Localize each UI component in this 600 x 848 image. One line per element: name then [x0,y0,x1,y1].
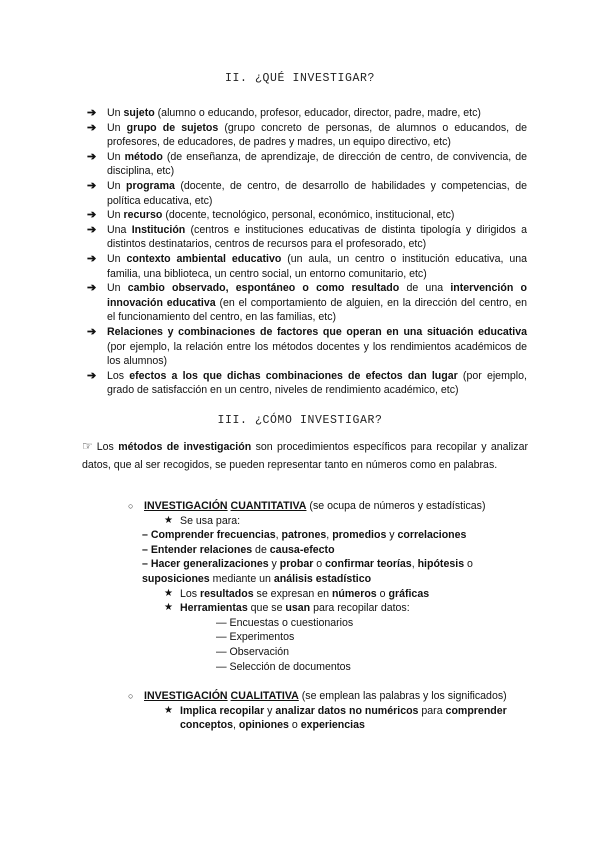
methods-intro-paragraph: ☞ Los métodos de investigación son procedimientos específicos para recopilar y analizar datos, que al ser recogidos, se pueden representar tanto en números como en palabras. [82,439,528,471]
arrow-icon: ➔ [87,252,97,265]
arrow-icon: ➔ [87,282,97,295]
star-icon: ★ [164,587,173,599]
star-icon: ★ [164,514,173,526]
arrow-icon: ➔ [87,107,97,119]
arrow-icon: ➔ [87,325,97,338]
list-item: ➔ Un programa (docente, de centro, de desarrollo de habilidades y competencias, de política educativa, etc) [87,179,527,207]
qualitative-description: ★ Implica recopilar y analizar datos no numéricos para comprender conceptos, opiniones o experiencias [164,704,507,732]
arrow-icon: ➔ [87,179,97,192]
results-line: ★ Los resultados se expresan en números o gráficas [164,587,430,600]
research-objects-list [87,106,527,398]
uses-heading: ★ Se usa para: [164,514,241,527]
quantitative-title: ○ INVESTIGACIÓN CUANTITATIVA (se ocupa de números y estadísticas) [128,500,486,512]
arrow-icon: ➔ [87,223,97,236]
tool-item: — Experimentos [216,631,295,644]
list-item: ➔ Un recurso (docente, tecnológico, personal, económico, institucional, etc) [87,209,455,222]
star-icon: ★ [164,602,173,614]
circle-bullet-icon: ○ [128,691,134,701]
quantitative-section [128,499,548,674]
heading-como-investigar: III. ¿CÓMO INVESTIGAR? [217,414,383,427]
circle-bullet-icon: ○ [128,501,134,511]
arrow-icon: ➔ [87,369,97,382]
list-item: ➔ Relaciones y combinaciones de factores que operan en una situación educativa (por ejemplo, la relación entre los métodos docentes y los rendimientos académicos de los alumnos) [87,325,527,368]
tool-item: — Observación [216,645,290,658]
qualitative-section [128,689,548,733]
tool-item: — Encuestas o cuestionarios [216,616,354,629]
star-icon: ★ [164,704,173,716]
list-item: ➔ Una Institución (centros e instituciones educativas de distinta tipología y dirigidos a distintos destinatarios, centros de recursos para el profesorado, etc) [87,223,527,251]
use-frequencies: – Comprender frecuencias, patrones, promedios y correlaciones [142,529,467,542]
list-item: ➔ Un sujeto (alumno o educando, profesor, educador, director, padre, madre, etc) [87,107,481,119]
arrow-icon: ➔ [87,209,97,222]
arrow-icon: ➔ [87,121,97,134]
pointing-hand-icon: ☞ [82,439,93,453]
list-item: ➔ Un cambio observado, espontáneo o como resultado de una intervención o innovación educativa (en el comportamiento de alguien, en la dirección del centro, en el funcionamiento del centro, en las familias, etc) [87,282,528,324]
list-item: ➔ Los efectos a los que dichas combinaciones de efectos dan lugar (por ejemplo, grado de satisfacción en un centro, niveles de rendimiento académico, etc) [87,369,527,397]
qualitative-title: ○ INVESTIGACIÓN CUALITATIVA (se emplean las palabras y los significados) [128,690,507,702]
arrow-icon: ➔ [87,150,97,163]
tool-item: — Selección de documentos [216,660,351,673]
heading-que-investigar: II. ¿QUÉ INVESTIGAR? [224,72,376,85]
list-item: ➔ Un método (de enseñanza, de aprendizaje, de dirección de centro, de convivencia, de disciplina, etc) [87,150,527,178]
tools-heading: ★ Herramientas que se usan para recopilar datos: [164,602,410,615]
use-causal: – Entender relaciones de causa-efecto [142,543,335,556]
list-item: ➔ Un grupo de sujetos (grupo concreto de personas, de alumnos o educandos, de profesores, de educadores, de padres y madres, un equipo directivo, etc) [87,121,527,149]
list-item: ➔ Un contexto ambiental educativo (un aula, un centro o institución educativa, una familia, una biblioteca, un centro social, un entorno comunitario, etc) [87,252,527,280]
use-generalize: – Hacer generalizaciones y probar o confirmar teorías, hipótesis o suposiciones mediante un análisis estadístico [142,558,473,585]
